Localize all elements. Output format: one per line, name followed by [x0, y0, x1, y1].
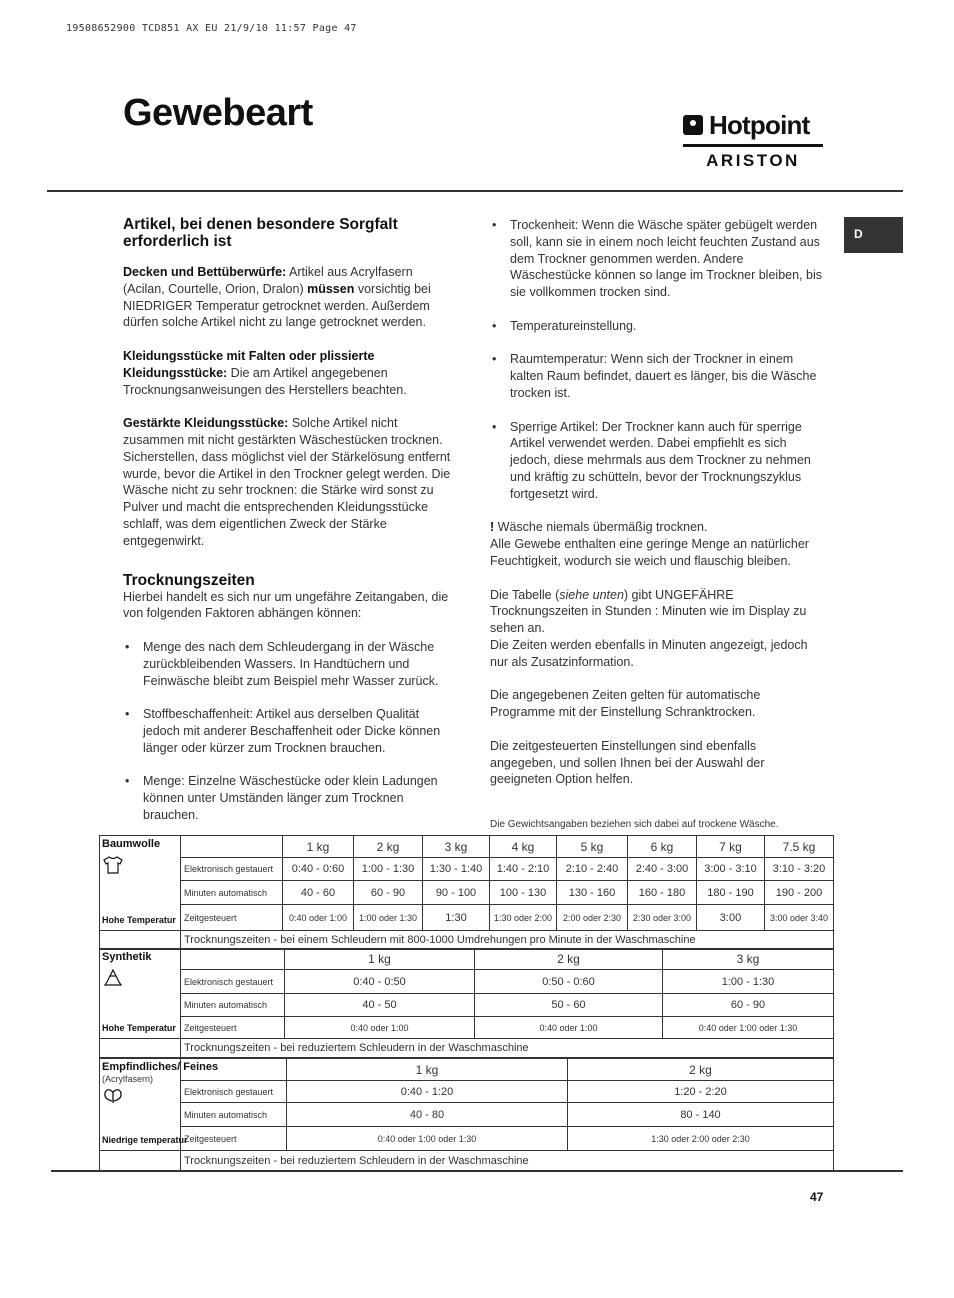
- table-cell: 3:00: [697, 905, 765, 931]
- table-cell: 0:40 oder 1:00 oder 1:30: [663, 1017, 834, 1039]
- fabric-cell-cotton: [100, 836, 181, 931]
- load-header: 1 kg: [283, 836, 354, 858]
- paragraph-pleated: [123, 348, 453, 398]
- warning-text: Wäsche niemals übermäßig trocknen.: [494, 520, 708, 535]
- row-label: Minuten automatisch: [181, 1103, 287, 1127]
- table-explanation: [490, 587, 825, 671]
- table-cell: 0:40 - 0:60: [283, 858, 354, 881]
- table-cell: 2:30 oder 3:00: [628, 905, 697, 931]
- table-row: [100, 1081, 834, 1103]
- fabric-name: Empfindliches/ Feines: [102, 1061, 219, 1073]
- term-must: müssen: [307, 281, 355, 296]
- row-label: Elektronisch gestauert: [181, 1081, 287, 1103]
- list-item: • Trockenheit: Wenn die Wäsche später gebügelt werden soll, kann sie in einem noch leicht feuchten Zustand aus dem Trockner genommen werden. Andere Wäschestücke können so lange im Trockner bleiben, bis sie vollkommen trocken sind.: [490, 217, 825, 301]
- text-starched: Solche Artikel nicht zusammen mit nicht gestärkten Wäschestücken trocknen. Sicherstellen, dass möglichst viel der Stärkelösung entfernt wurde, bevor die Artikel in den Trockner gelegt werden. Die Wäsche nicht zu sehr trocknen: die Stärke wird sonst zu Pulver und macht die entsprechenden Kleidungsstücke schlaff, was dem eigentlichen Zweck der Stärke entgegenwirkt.: [123, 416, 451, 548]
- warning-paragraph: [490, 519, 825, 569]
- load-header: 2 kg: [568, 1059, 834, 1081]
- empty-header-cell: [181, 949, 285, 970]
- table-cell: 160 - 180: [628, 881, 697, 905]
- section-heading-drying-times: Trocknungszeiten: [123, 571, 255, 589]
- load-header: 6 kg: [628, 836, 697, 858]
- logo-divider: [683, 144, 823, 147]
- table-row: [100, 836, 834, 858]
- table-cell: 0:40 oder 1:00: [285, 1017, 475, 1039]
- table-cell: 40 - 80: [287, 1103, 568, 1127]
- table-cell: 0:40 - 1:20: [287, 1081, 568, 1103]
- row-label: Zeitgesteuert: [181, 905, 283, 931]
- paragraph-automatic: Die angegebenen Zeiten gelten für automatische Programme mit der Einstellung Schranktrocken.: [490, 688, 761, 720]
- table-note: Trocknungszeiten - bei reduziertem Schleudern in der Waschmaschine: [181, 1039, 834, 1058]
- table-row: [100, 1151, 834, 1171]
- logo-mark-icon: [683, 115, 703, 135]
- list-item: • Menge: Einzelne Wäschestücke oder klein Ladungen können unter Umständen länger zum Trocknen brauchen.: [123, 773, 453, 823]
- table-cell: 3:00 - 3:10: [697, 858, 765, 881]
- table-cell: 1:30: [423, 905, 490, 931]
- table-cell: 1:00 - 1:30: [354, 858, 423, 881]
- section-heading-care: Artikel, bei denen besondere Sorgfalt erforderlich ist: [123, 216, 398, 250]
- text-blankets-b: vorsichtig bei NIEDRIGER Temperatur getrocknet werden. Außerdem dürfen solche Artikel nicht zu lange getrocknet werden.: [123, 281, 431, 330]
- warning-text-2: Alle Gewebe enthalten eine geringe Menge an natürlicher Feuchtigkeit, wodurch sie weich und flauschig bleiben.: [490, 537, 809, 568]
- logo-brand: Hotpoint: [709, 110, 810, 140]
- table-cell: 1:00 oder 1:30: [354, 905, 423, 931]
- table-row: [100, 1103, 834, 1127]
- right-column: [490, 217, 825, 805]
- table-row: [100, 905, 834, 931]
- table-row: [100, 931, 834, 950]
- table-cell: 40 - 60: [283, 881, 354, 905]
- fabric-cell-spacer: [100, 1039, 181, 1058]
- text-blankets-a: Artikel aus Acrylfasern (Acilan, Courtelle, Orion, Dralon): [123, 265, 413, 296]
- table-cell: 130 - 160: [557, 881, 628, 905]
- row-label: Elektronisch gestauert: [181, 970, 285, 994]
- butterfly-icon: [102, 1088, 124, 1106]
- list-item: • Menge des nach dem Schleudergang in der Wäsche zurückbleibenden Wassers. In Handtüchern und Feinwäsche bleibt zum Beispiel mehr Wasser zurück.: [123, 639, 453, 689]
- shirt-icon: [102, 855, 124, 875]
- table-note: Trocknungszeiten - bei reduziertem Schleudern in der Waschmaschine: [181, 1151, 834, 1171]
- table-cell: 0:40 oder 1:00 oder 1:30: [287, 1127, 568, 1151]
- load-header: 2 kg: [475, 949, 663, 970]
- page-number: 47: [810, 1190, 824, 1204]
- delicate-table: [99, 1058, 834, 1171]
- table-cell: 90 - 100: [423, 881, 490, 905]
- fabric-name: Baumwolle: [102, 838, 161, 850]
- table-row: [100, 1127, 834, 1151]
- fabric-temperature: Hohe Temperatur: [102, 1023, 176, 1033]
- page-title: Gewebeart: [123, 92, 313, 134]
- table-note: Trocknungszeiten - bei einem Schleudern mit 800-1000 Umdrehungen pro Minute in der Waschmaschine: [181, 931, 834, 950]
- weight-note: Die Gewichtsangaben beziehen sich dabei auf trockene Wäsche.: [490, 819, 779, 830]
- table-cell: 1:30 oder 2:00: [490, 905, 557, 931]
- term-starched: Gestärkte Kleidungsstücke:: [123, 416, 289, 431]
- cotton-table: [99, 835, 834, 950]
- fabric-temperature: Hohe Temperatur: [102, 915, 176, 925]
- list-item: • Temperatureinstellung.: [490, 318, 825, 335]
- table-cell: 0:40 - 0:50: [285, 970, 475, 994]
- table-row: [100, 994, 834, 1017]
- list-item: • Stoffbeschaffenheit: Artikel aus derselben Qualität jedoch mit anderer Beschaffenheit oder Dicke können länger oder kürzer zum Trocknen brauchen.: [123, 706, 453, 756]
- paragraph-timed: Die zeitgesteuerten Einstellungen sind ebenfalls angegeben, und sollen Ihnen bei der Auswahl der geeigneten Option helfen.: [490, 738, 765, 787]
- load-header: 1 kg: [287, 1059, 568, 1081]
- table-cell: 60 - 90: [663, 994, 834, 1017]
- table-cell: 3:00 oder 3:40: [765, 905, 834, 931]
- table-row: [100, 858, 834, 881]
- load-header: 3 kg: [423, 836, 490, 858]
- table-cell: 100 - 130: [490, 881, 557, 905]
- paragraph-drying-intro: Hierbei handelt es sich nur um ungefähre Zeitangaben, die von folgenden Faktoren abhängen können:: [123, 589, 449, 621]
- table-cell: 60 - 90: [354, 881, 423, 905]
- factor-list-continued: [490, 217, 825, 503]
- row-label: Elektronisch gestauert: [181, 858, 283, 881]
- table-expl-a: Die Tabelle (: [490, 587, 560, 602]
- language-badge: D: [844, 217, 903, 253]
- row-label: Zeitgesteuert: [181, 1017, 285, 1039]
- table-cell: 1:30 - 1:40: [423, 858, 490, 881]
- table-row: [100, 970, 834, 994]
- text-pleated: Die am Artikel angegebenen Trocknungsanweisungen des Herstellers beachten.: [123, 365, 407, 397]
- fabric-cell-synthetic: [100, 949, 181, 1039]
- table-cell: 180 - 190: [697, 881, 765, 905]
- brand-logo: [683, 112, 825, 171]
- list-item: • Raumtemperatur: Wenn sich der Trockner in einem kalten Raum befindet, dauert es länger, bis die Wäsche trocken ist.: [490, 351, 825, 401]
- blouse-icon: [102, 968, 124, 988]
- table-cell: 80 - 140: [568, 1103, 834, 1127]
- table-cell: 0:50 - 0:60: [475, 970, 663, 994]
- fabric-cell-spacer: [100, 931, 181, 950]
- load-header: 3 kg: [663, 949, 834, 970]
- fabric-temperature: Niedrige temperatur: [102, 1135, 188, 1145]
- bottom-rule: [51, 1170, 903, 1172]
- load-header: 4 kg: [490, 836, 557, 858]
- table-cell: 1:40 - 2:10: [490, 858, 557, 881]
- table-cell: 3:10 - 3:20: [765, 858, 834, 881]
- table-cell: 190 - 200: [765, 881, 834, 905]
- table-row: [100, 1017, 834, 1039]
- table-cell: 1:20 - 2:20: [568, 1081, 834, 1103]
- term-blankets: Decken und Bettüberwürfe:: [123, 265, 287, 279]
- table-row: [100, 949, 834, 970]
- table-cell: 50 - 60: [475, 994, 663, 1017]
- term-pleated: Kleidungsstücke mit Falten oder plissierte Kleidungsstücke:: [123, 348, 375, 380]
- table-expl-c: Die Zeiten werden ebenfalls in Minuten angezeigt, jedoch nur als Zusatzinformation.: [490, 637, 808, 669]
- logo-sub: ARISTON: [706, 151, 800, 170]
- fabric-name: Synthetik: [102, 951, 152, 963]
- paragraph-blankets: [123, 264, 453, 331]
- print-header: 19508652900 TCD851 AX EU 21/9/10 11:57 Page 47: [66, 23, 357, 34]
- paragraph-starched: [123, 415, 453, 549]
- table-cell: 2:00 oder 2:30: [557, 905, 628, 931]
- fabric-subtitle: (Acrylfasern): [102, 1074, 154, 1084]
- table-expl-b: ) gibt UNGEFÄHRE Trocknungszeiten in Stunden : Minuten wie im Display zu sehen an.: [490, 587, 807, 636]
- load-header: 2 kg: [354, 836, 423, 858]
- factor-list: [123, 639, 453, 824]
- table-expl-italic: siehe unten: [559, 587, 624, 602]
- load-header: 7.5 kg: [765, 836, 834, 858]
- table-cell: 0:40 oder 1:00: [475, 1017, 663, 1039]
- table-row: [100, 881, 834, 905]
- table-cell: 2:40 - 3:00: [628, 858, 697, 881]
- row-label: Zeitgesteuert: [181, 1127, 287, 1151]
- table-cell: 40 - 50: [285, 994, 475, 1017]
- warning-icon: !: [490, 520, 495, 535]
- table-row: [100, 1039, 834, 1058]
- synthetic-table: [99, 948, 834, 1058]
- load-header: 5 kg: [557, 836, 628, 858]
- left-column: [123, 216, 453, 841]
- row-label: Minuten automatisch: [181, 994, 285, 1017]
- empty-header-cell: [181, 836, 283, 858]
- table-cell: 1:30 oder 2:00 oder 2:30: [568, 1127, 834, 1151]
- table-cell: 2:10 - 2:40: [557, 858, 628, 881]
- table-cell: 1:00 - 1:30: [663, 970, 834, 994]
- table-row: [100, 1059, 834, 1081]
- top-rule: [47, 190, 903, 192]
- list-item: • Sperrige Artikel: Der Trockner kann auch für sperrige Artikel verwendet werden. Dabei empfiehlt es sich jedoch, diese mehrmals aus dem Trockner zu nehmen und kräftig zu schütteln, bevor der Trocknungszyklus fortgesetzt wird.: [490, 419, 825, 503]
- load-header: 1 kg: [285, 949, 475, 970]
- fabric-cell-spacer: [100, 1151, 181, 1171]
- load-header: 7 kg: [697, 836, 765, 858]
- table-cell: 0:40 oder 1:00: [283, 905, 354, 931]
- row-label: Minuten automatisch: [181, 881, 283, 905]
